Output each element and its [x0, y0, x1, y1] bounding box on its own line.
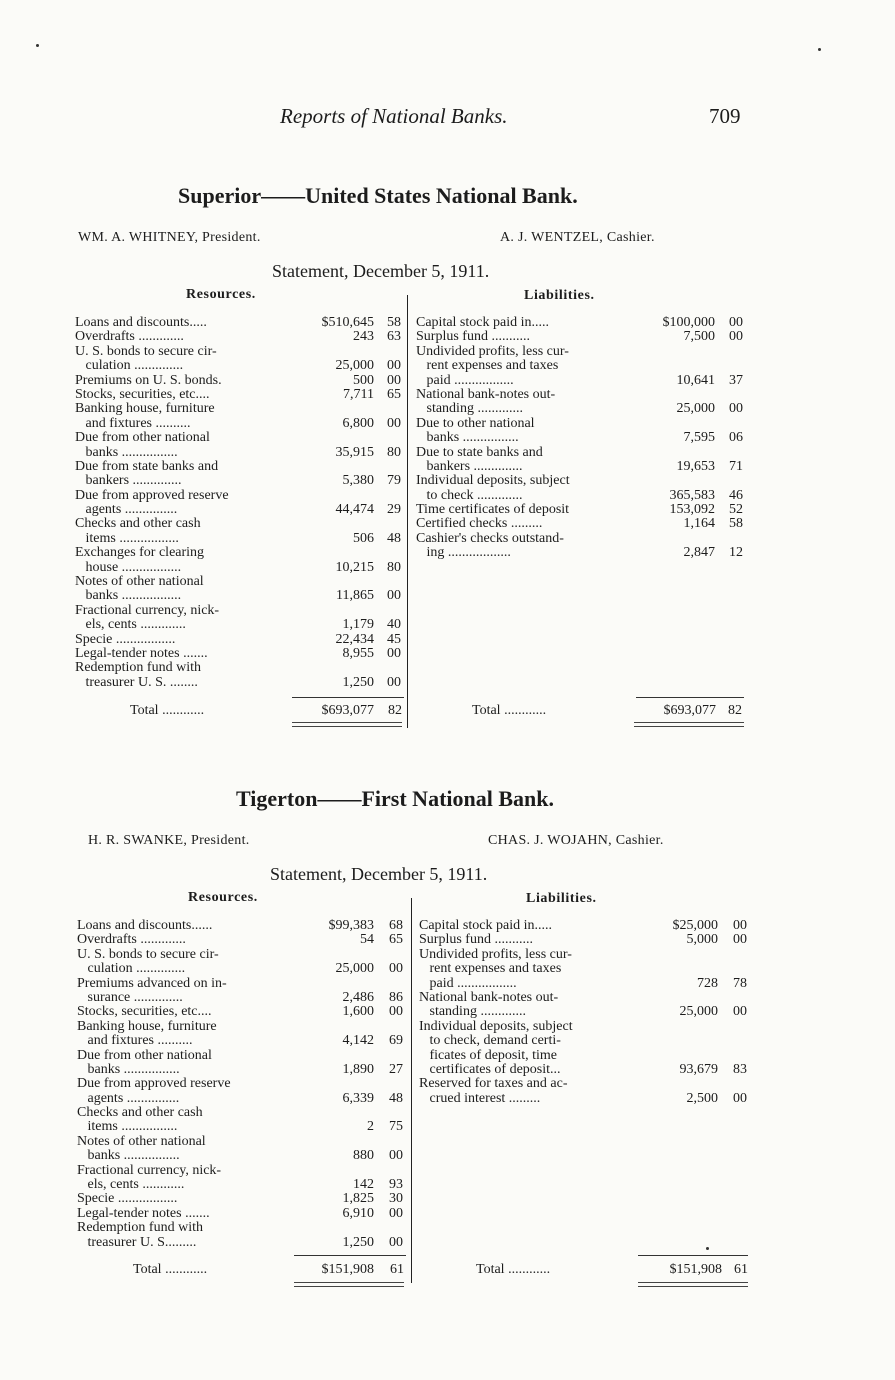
ledger-dollars: 365,583	[669, 487, 715, 503]
ledger-row	[419, 919, 749, 933]
ledger-label: Legal-tender notes .......	[75, 646, 208, 661]
ledger-label: Stocks, securities, etc....	[77, 1005, 212, 1020]
ledger-label: Undivided profits, less cur-	[416, 344, 569, 359]
ledger-label: rent expenses and taxes	[419, 962, 562, 977]
ledger-row	[75, 489, 405, 503]
ledger-row	[77, 977, 409, 991]
ledger-label: Capital stock paid in.....	[416, 316, 549, 330]
ledger-label: Individual deposits, subject	[416, 474, 570, 489]
ledger-row	[75, 460, 405, 474]
ledger-row	[419, 948, 749, 962]
ledger-row	[75, 517, 405, 531]
liabilities-heading: Liabilities.	[526, 891, 597, 906]
ledger-row	[75, 474, 405, 488]
ledger-cents: 00	[389, 1205, 403, 1221]
resources-list	[75, 316, 405, 690]
ledger-cents: 00	[387, 415, 401, 431]
ledger-label: Checks and other cash	[75, 517, 201, 532]
ledger-row	[416, 431, 746, 445]
ledger-cents: 83	[733, 1061, 747, 1077]
ledger-row	[416, 532, 746, 546]
running-header: Reports of National Banks.	[280, 104, 508, 128]
ledger-row	[77, 919, 409, 933]
total-liabilities-cents: 82	[728, 703, 742, 718]
total-resources-cents: 61	[390, 1262, 404, 1277]
ledger-dollars: 8,955	[342, 645, 374, 661]
total-label: Total ............	[133, 1262, 208, 1277]
ledger-row	[416, 546, 746, 560]
ledger-label: rent expenses and taxes	[416, 359, 559, 374]
ledger-dollars: 6,800	[342, 415, 374, 431]
ledger-label: Due from other national	[77, 1048, 212, 1063]
ledger-label: Loans and discounts.....	[75, 316, 207, 330]
ledger-label: Premiums advanced on in-	[77, 976, 227, 991]
ledger-row	[75, 532, 405, 546]
column-divider	[407, 295, 408, 728]
ledger-cents: 80	[387, 559, 401, 575]
ledger-row	[77, 1092, 409, 1106]
ledger-label: Surplus fund ...........	[416, 330, 530, 345]
total-label: Total ............	[476, 1262, 551, 1277]
total-resources-cents: 82	[388, 703, 402, 718]
ledger-dollars: $25,000	[672, 918, 718, 933]
ledger-row	[77, 1005, 409, 1019]
ledger-row	[419, 933, 749, 947]
ledger-label: els, cents .............	[75, 618, 186, 633]
ledger-label: U. S. bonds to secure cir-	[75, 344, 217, 359]
ledger-row	[75, 417, 405, 431]
ledger-cents: 00	[729, 315, 743, 330]
ledger-row	[75, 633, 405, 647]
ledger-cents: 29	[387, 502, 401, 518]
ledger-label: Due to other national	[416, 416, 535, 431]
cashier-name: A. J. WENTZEL, Cashier.	[500, 230, 655, 245]
cashier-name: CHAS. J. WOJAHN, Cashier.	[488, 833, 664, 848]
ledger-cents: 63	[387, 329, 401, 345]
ledger-dollars: 10,215	[335, 559, 374, 575]
ledger-label: to check .............	[416, 488, 523, 503]
ledger-label: Premiums on U. S. bonds.	[75, 373, 222, 388]
ledger-label: ficates of deposit, time	[419, 1048, 558, 1063]
ledger-row	[75, 604, 405, 618]
ledger-label: agents ...............	[77, 1091, 180, 1106]
ledger-label: certificates of deposit...	[419, 1062, 561, 1077]
ledger-dollars: 7,711	[343, 386, 374, 402]
ledger-label: Banking house, furniture	[77, 1019, 217, 1034]
ledger-row	[416, 503, 746, 517]
ledger-cents: 00	[733, 1004, 747, 1020]
ledger-cents: 37	[729, 372, 743, 388]
ledger-label: Certified checks .........	[416, 517, 543, 532]
ledger-row	[77, 1063, 409, 1077]
ledger-dollars: 6,910	[342, 1205, 374, 1221]
ledger-cents: 46	[729, 487, 743, 503]
liabilities-list	[419, 919, 749, 1106]
ledger-cents: 65	[387, 386, 401, 402]
ledger-row	[419, 1005, 749, 1019]
subtotal-rule	[638, 1255, 748, 1256]
ledger-label: banks ................	[77, 1062, 180, 1077]
ledger-label: Redemption fund with	[77, 1221, 203, 1236]
ledger-row	[77, 1077, 409, 1091]
subtotal-rule	[294, 1255, 406, 1256]
ledger-label: bankers ..............	[75, 474, 182, 489]
ledger-cents: 93	[389, 1177, 403, 1193]
ledger-dollars: 22,434	[335, 631, 374, 647]
ledger-row	[419, 1034, 749, 1048]
ledger-dollars: 19,653	[676, 458, 715, 474]
ledger-label: banks ................	[75, 445, 178, 460]
ledger-cents: 80	[387, 444, 401, 460]
ledger-row	[416, 474, 746, 488]
ledger-row	[75, 661, 405, 675]
ledger-label: Capital stock paid in.....	[419, 919, 552, 933]
resources-heading: Resources.	[188, 890, 258, 905]
ledger-row	[77, 1164, 409, 1178]
ledger-row	[75, 388, 405, 402]
ledger-row	[75, 402, 405, 416]
ledger-cents: 00	[387, 588, 401, 604]
ledger-row	[416, 446, 746, 460]
ledger-cents: 12	[729, 545, 743, 561]
ledger-dollars: 1,600	[342, 1004, 374, 1020]
ledger-label: Due from approved reserve	[75, 488, 229, 503]
total-double-rule	[294, 1282, 404, 1287]
ledger-dollars: 1,825	[342, 1191, 374, 1207]
ledger-cents: 52	[729, 502, 743, 518]
ledger-row	[75, 647, 405, 661]
ledger-dollars: 6,339	[342, 1090, 374, 1106]
ledger-label: Loans and discounts......	[77, 919, 213, 933]
ledger-row	[75, 589, 405, 603]
ledger-cents: 06	[729, 430, 743, 446]
ledger-label: Redemption fund with	[75, 661, 201, 676]
ledger-label: Checks and other cash	[77, 1106, 203, 1121]
ledger-row	[77, 1149, 409, 1163]
ledger-label: Exchanges for clearing	[75, 546, 205, 561]
ledger-cents: 48	[387, 530, 401, 546]
ledger-label: culation ..............	[75, 359, 184, 374]
ledger-row	[75, 561, 405, 575]
ledger-label: Overdrafts .............	[75, 330, 184, 345]
ink-speck	[818, 48, 821, 51]
ledger-row	[416, 460, 746, 474]
subtotal-rule	[636, 697, 744, 698]
ledger-cents: 00	[387, 358, 401, 374]
ledger-row	[419, 962, 749, 976]
ledger-row	[77, 1135, 409, 1149]
ledger-cents: 00	[733, 918, 747, 933]
ledger-row	[419, 1049, 749, 1063]
ledger-cents: 79	[387, 473, 401, 489]
column-divider	[411, 898, 412, 1283]
ledger-label: Individual deposits, subject	[419, 1019, 573, 1034]
ledger-cents: 00	[389, 1234, 403, 1250]
ledger-label: Due from other national	[75, 431, 210, 446]
ledger-label: and fixtures ..........	[77, 1034, 193, 1049]
ledger-cents: 86	[389, 989, 403, 1005]
ledger-label: items .................	[75, 531, 179, 546]
ledger-dollars: $510,645	[321, 315, 374, 330]
ledger-row	[416, 359, 746, 373]
ledger-label: and fixtures ..........	[75, 416, 191, 431]
ledger-label: items ................	[77, 1120, 178, 1135]
ledger-row	[77, 1192, 409, 1206]
ledger-row	[77, 1034, 409, 1048]
ledger-label: paid .................	[416, 373, 514, 388]
ledger-cents: 40	[387, 617, 401, 633]
total-double-rule	[292, 722, 402, 727]
ledger-label: Surplus fund ...........	[419, 933, 533, 948]
subtotal-rule	[292, 697, 404, 698]
ink-speck	[36, 44, 39, 47]
ledger-label: Due from state banks and	[75, 459, 219, 474]
ledger-cents: 00	[389, 1004, 403, 1020]
ledger-row	[416, 417, 746, 431]
ledger-dollars: 10,641	[676, 372, 715, 388]
ledger-row	[75, 431, 405, 445]
ledger-cents: 69	[389, 1033, 403, 1049]
ledger-cents: 00	[729, 401, 743, 417]
liabilities-list	[416, 316, 746, 561]
ink-speck	[706, 1247, 709, 1250]
ledger-label: surance ..............	[77, 990, 183, 1005]
ledger-label: banks ................	[416, 431, 519, 446]
ledger-row	[416, 388, 746, 402]
ledger-label: Specie .................	[77, 1192, 178, 1207]
ledger-cents: 00	[733, 1090, 747, 1106]
ledger-label: Fractional currency, nick-	[75, 603, 220, 618]
ledger-row	[416, 402, 746, 416]
total-label: Total ............	[472, 703, 547, 718]
ledger-row	[77, 1178, 409, 1192]
ledger-label: Legal-tender notes .......	[77, 1206, 210, 1221]
ledger-cents: 27	[389, 1061, 403, 1077]
ledger-dollars: 2	[367, 1119, 374, 1135]
ledger-row	[419, 977, 749, 991]
resources-list	[77, 919, 409, 1250]
ledger-dollars: 1,164	[683, 516, 715, 532]
statement-date: Statement, December 5, 1911.	[270, 864, 488, 884]
ledger-label: Due to state banks and	[416, 445, 543, 460]
ledger-row	[419, 1077, 749, 1091]
ledger-label: els, cents ............	[77, 1178, 185, 1193]
ledger-label: Notes of other national	[77, 1134, 206, 1149]
statement-date: Statement, December 5, 1911.	[272, 261, 490, 281]
ledger-row	[77, 991, 409, 1005]
ledger-label: crued interest .........	[419, 1091, 541, 1106]
ledger-label: standing .............	[416, 402, 523, 417]
ledger-dollars: 2,500	[686, 1090, 718, 1106]
ledger-row	[416, 330, 746, 344]
ledger-row	[77, 1236, 409, 1250]
ledger-dollars: $100,000	[662, 315, 715, 330]
ledger-dollars: 2,847	[683, 545, 715, 561]
ledger-dollars: 243	[353, 329, 374, 345]
ledger-dollars: 11,865	[336, 588, 374, 604]
ledger-row	[77, 1049, 409, 1063]
ledger-label: National bank-notes out-	[419, 990, 559, 1005]
ledger-row	[416, 316, 746, 330]
ledger-cents: 45	[387, 631, 401, 647]
ledger-row	[75, 575, 405, 589]
ledger-label: culation ..............	[77, 962, 186, 977]
ledger-cents: 00	[387, 372, 401, 388]
total-liabilities-dollars: $151,908	[669, 1262, 722, 1277]
ledger-label: agents ...............	[75, 503, 178, 518]
ledger-cents: 00	[389, 1148, 403, 1164]
ledger-dollars: 728	[697, 975, 718, 991]
bank-title: Superior——United States National Bank.	[178, 183, 578, 208]
ledger-dollars: 506	[353, 530, 374, 546]
ledger-row	[77, 962, 409, 976]
page-number: 709	[709, 104, 741, 128]
ledger-cents: 00	[387, 674, 401, 690]
ledger-row	[75, 316, 405, 330]
ledger-dollars: 4,142	[342, 1033, 374, 1049]
ledger-label: Notes of other national	[75, 575, 204, 590]
ledger-label: house .................	[75, 560, 182, 575]
ledger-cents: 00	[733, 932, 747, 948]
ledger-dollars: 500	[353, 372, 374, 388]
total-liabilities-cents: 61	[734, 1262, 748, 1277]
ledger-row	[416, 374, 746, 388]
ledger-label: banks ................	[77, 1149, 180, 1164]
total-resources-dollars: $151,908	[321, 1262, 374, 1277]
ledger-label: treasurer U. S.........	[77, 1235, 197, 1250]
ledger-row	[75, 676, 405, 690]
ledger-cents: 30	[389, 1191, 403, 1207]
ledger-dollars: 880	[353, 1148, 374, 1164]
ledger-cents: 68	[389, 918, 403, 933]
ledger-cents: 00	[389, 961, 403, 977]
ledger-label: Due from approved reserve	[77, 1077, 231, 1092]
ledger-dollars: 7,500	[683, 329, 715, 345]
ledger-row	[419, 991, 749, 1005]
ledger-label: paid .................	[419, 976, 517, 991]
ledger-row	[419, 1020, 749, 1034]
ledger-dollars: 35,915	[335, 444, 374, 460]
bank-title: Tigerton——First National Bank.	[236, 786, 555, 811]
ledger-row	[75, 618, 405, 632]
ledger-row	[75, 446, 405, 460]
ledger-row	[77, 1207, 409, 1221]
ledger-row	[75, 374, 405, 388]
total-double-rule	[634, 722, 744, 727]
ledger-cents: 00	[387, 645, 401, 661]
ledger-dollars: 25,000	[335, 961, 374, 977]
ledger-label: bankers ..............	[416, 459, 523, 474]
ledger-row	[75, 359, 405, 373]
ledger-dollars: 54	[360, 932, 374, 948]
ledger-row	[75, 330, 405, 344]
ledger-row	[77, 1106, 409, 1120]
ledger-label: Undivided profits, less cur-	[419, 947, 572, 962]
ledger-row	[77, 948, 409, 962]
ledger-label: Fractional currency, nick-	[77, 1163, 222, 1178]
ledger-dollars: 44,474	[335, 502, 374, 518]
ledger-dollars: 1,890	[342, 1061, 374, 1077]
ledger-cents: 78	[733, 975, 747, 991]
ledger-dollars: 1,250	[342, 1234, 374, 1250]
ledger-label: treasurer U. S. ........	[75, 675, 198, 690]
ledger-row	[75, 345, 405, 359]
ledger-dollars: 5,000	[686, 932, 718, 948]
total-resources-dollars: $693,077	[321, 703, 374, 718]
ledger-row	[416, 517, 746, 531]
total-label: Total ............	[130, 703, 205, 718]
resources-heading: Resources.	[186, 287, 256, 302]
ledger-cents: 75	[389, 1119, 403, 1135]
total-double-rule	[638, 1282, 748, 1287]
total-liabilities-dollars: $693,077	[663, 703, 716, 718]
ledger-row	[75, 503, 405, 517]
ledger-label: Specie .................	[75, 632, 176, 647]
ledger-dollars: 25,000	[676, 401, 715, 417]
ledger-row	[416, 489, 746, 503]
ledger-dollars: 25,000	[679, 1004, 718, 1020]
ledger-dollars: 5,380	[342, 473, 374, 489]
ledger-dollars: 153,092	[669, 502, 715, 518]
ledger-label: to check, demand certi-	[419, 1034, 561, 1049]
ledger-label: National bank-notes out-	[416, 387, 556, 402]
president-name: H. R. SWANKE, President.	[88, 833, 250, 848]
ledger-row	[77, 933, 409, 947]
liabilities-heading: Liabilities.	[524, 288, 595, 303]
ledger-dollars: 1,250	[342, 674, 374, 690]
ledger-dollars: 93,679	[679, 1061, 718, 1077]
ledger-dollars: 25,000	[335, 358, 374, 374]
ledger-row	[77, 1120, 409, 1134]
ledger-row	[419, 1092, 749, 1106]
ledger-label: U. S. bonds to secure cir-	[77, 947, 219, 962]
ledger-cents: 00	[729, 329, 743, 345]
ledger-dollars: 2,486	[342, 989, 374, 1005]
ledger-label: banks .................	[75, 589, 182, 604]
ledger-label: ing ..................	[416, 546, 511, 561]
ledger-cents: 48	[389, 1090, 403, 1106]
ledger-row	[77, 1020, 409, 1034]
ledger-row	[75, 546, 405, 560]
ledger-dollars: 7,595	[683, 430, 715, 446]
ledger-label: Cashier's checks outstand-	[416, 531, 564, 546]
ledger-label: Reserved for taxes and ac-	[419, 1077, 568, 1092]
ledger-dollars: 1,179	[342, 617, 374, 633]
ledger-cents: 71	[729, 458, 743, 474]
ledger-label: Banking house, furniture	[75, 402, 215, 417]
ledger-label: Stocks, securities, etc....	[75, 387, 210, 402]
ledger-label: Time certificates of deposit	[416, 503, 570, 518]
ledger-cents: 58	[387, 315, 401, 330]
ledger-row	[77, 1221, 409, 1235]
ledger-cents: 58	[729, 516, 743, 532]
ledger-row	[416, 345, 746, 359]
ledger-row	[419, 1063, 749, 1077]
president-name: WM. A. WHITNEY, President.	[78, 230, 261, 245]
ledger-dollars: 142	[353, 1177, 374, 1193]
ledger-label: Overdrafts .............	[77, 933, 186, 948]
ledger-label: standing .............	[419, 1005, 526, 1020]
ledger-cents: 65	[389, 932, 403, 948]
ledger-dollars: $99,383	[328, 918, 374, 933]
